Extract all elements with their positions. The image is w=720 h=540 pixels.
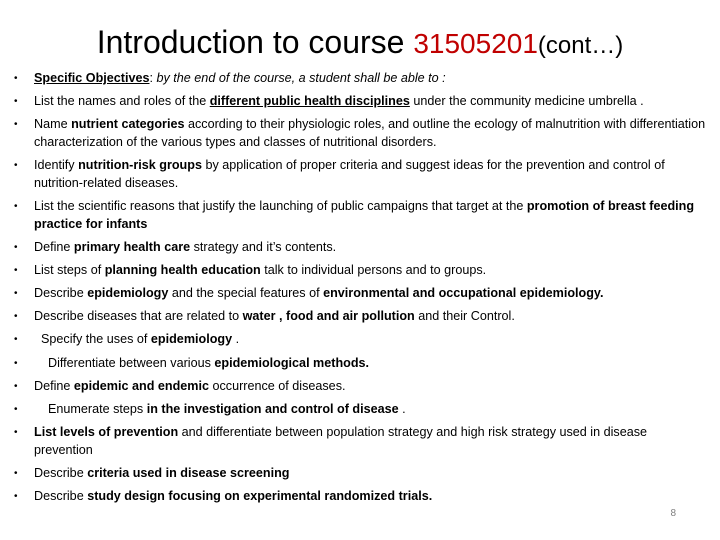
list-item-text: Specific Objectives (34, 71, 150, 85)
list-item (14, 378, 708, 396)
list-item (14, 157, 708, 192)
list-item (14, 93, 708, 111)
list-item-text: Identify (34, 158, 79, 173)
list-item-text: . (398, 402, 406, 417)
course-code: 31505201 (413, 28, 538, 59)
objectives-list (14, 70, 708, 511)
list-item-text: occurrence of diseases. (208, 378, 346, 393)
list-item-text: nutrition-risk groups (78, 158, 202, 173)
list-item-text: under the community medicine umbrella . (409, 94, 644, 109)
list-item-text: Enumerate steps (48, 402, 147, 417)
list-item-text: according to their physiologic roles, and outline the ecology of malnutrition with differentiation characterization of the various types and classes of nutritional disorders. (34, 117, 706, 149)
list-item-text: strategy and it’s contents. (190, 239, 337, 254)
list-item-text: promotion of breast feeding practice for infants (34, 198, 695, 231)
list-item (14, 424, 708, 459)
list-item-text: in the investigation and control of disease (146, 402, 399, 417)
list-item-text: Define (34, 239, 74, 254)
list-item-text: nutrient categories (71, 117, 185, 132)
list-item-text: Describe (34, 286, 88, 301)
list-item-text: different public health disciplines (209, 94, 410, 109)
list-item (14, 331, 708, 349)
list-item-text: Specify the uses of (41, 332, 151, 347)
list-item-text: : (149, 71, 157, 85)
list-item-text: by application of proper criteria and suggest ideas for the prevention and control of nutrition-related diseases. (34, 158, 665, 190)
list-item (14, 262, 708, 280)
list-item (14, 116, 708, 151)
list-item-text: List the names and roles of the (34, 94, 210, 109)
list-item-text: Name (34, 117, 72, 132)
page-number: 8 (670, 508, 676, 519)
list-item-text: and the special features of (168, 286, 324, 301)
list-item-text: epidemiological methods. (214, 355, 370, 370)
slide-title (0, 22, 720, 66)
list-item (14, 355, 708, 373)
list-item (14, 198, 708, 233)
list-item-text: primary health care (73, 239, 191, 254)
list-item-text: List levels of prevention (34, 425, 179, 440)
list-item-text: List steps of (34, 262, 105, 277)
list-item-text: planning health education (104, 262, 261, 277)
list-item-text: epidemic and endemic (73, 378, 209, 393)
list-item (14, 401, 708, 419)
list-item-text: Describe (34, 466, 88, 480)
list-item-text: Describe (34, 489, 88, 504)
list-item-text: List the scientific reasons that justify the launching of public campaigns that target at the (34, 198, 527, 213)
list-item-text: epidemiology (87, 286, 169, 301)
title-continued: (cont…) (537, 32, 624, 59)
list-item-text: water , food and air pollution (242, 309, 415, 324)
list-item-text: . (232, 332, 240, 347)
list-item-text: by the end of the course, a student shall be able to : (156, 71, 446, 85)
list-item (14, 308, 708, 326)
list-item-text: epidemiology (150, 332, 233, 347)
list-item (14, 239, 708, 257)
list-item (14, 70, 708, 88)
list-item-text: Define (34, 378, 74, 393)
list-item (14, 285, 708, 303)
list-item-text: talk to individual persons and to groups. (260, 262, 487, 277)
list-item-text: Describe diseases that are related to (34, 309, 243, 324)
list-item-text: and differentiate between population strategy and high risk strategy used in disease prevention (34, 425, 648, 457)
list-item-text: Differentiate between various (48, 355, 215, 370)
list-item-text: and their Control. (414, 309, 515, 324)
list-item-text: environmental and occupational epidemiology. (323, 286, 604, 301)
list-item-text: study design focusing on experimental randomized trials. (87, 489, 433, 504)
list-item (14, 465, 708, 483)
list-item-text: criteria used in disease screening (87, 466, 290, 480)
title-main: Introduction to course (96, 24, 414, 60)
list-item (14, 488, 708, 506)
